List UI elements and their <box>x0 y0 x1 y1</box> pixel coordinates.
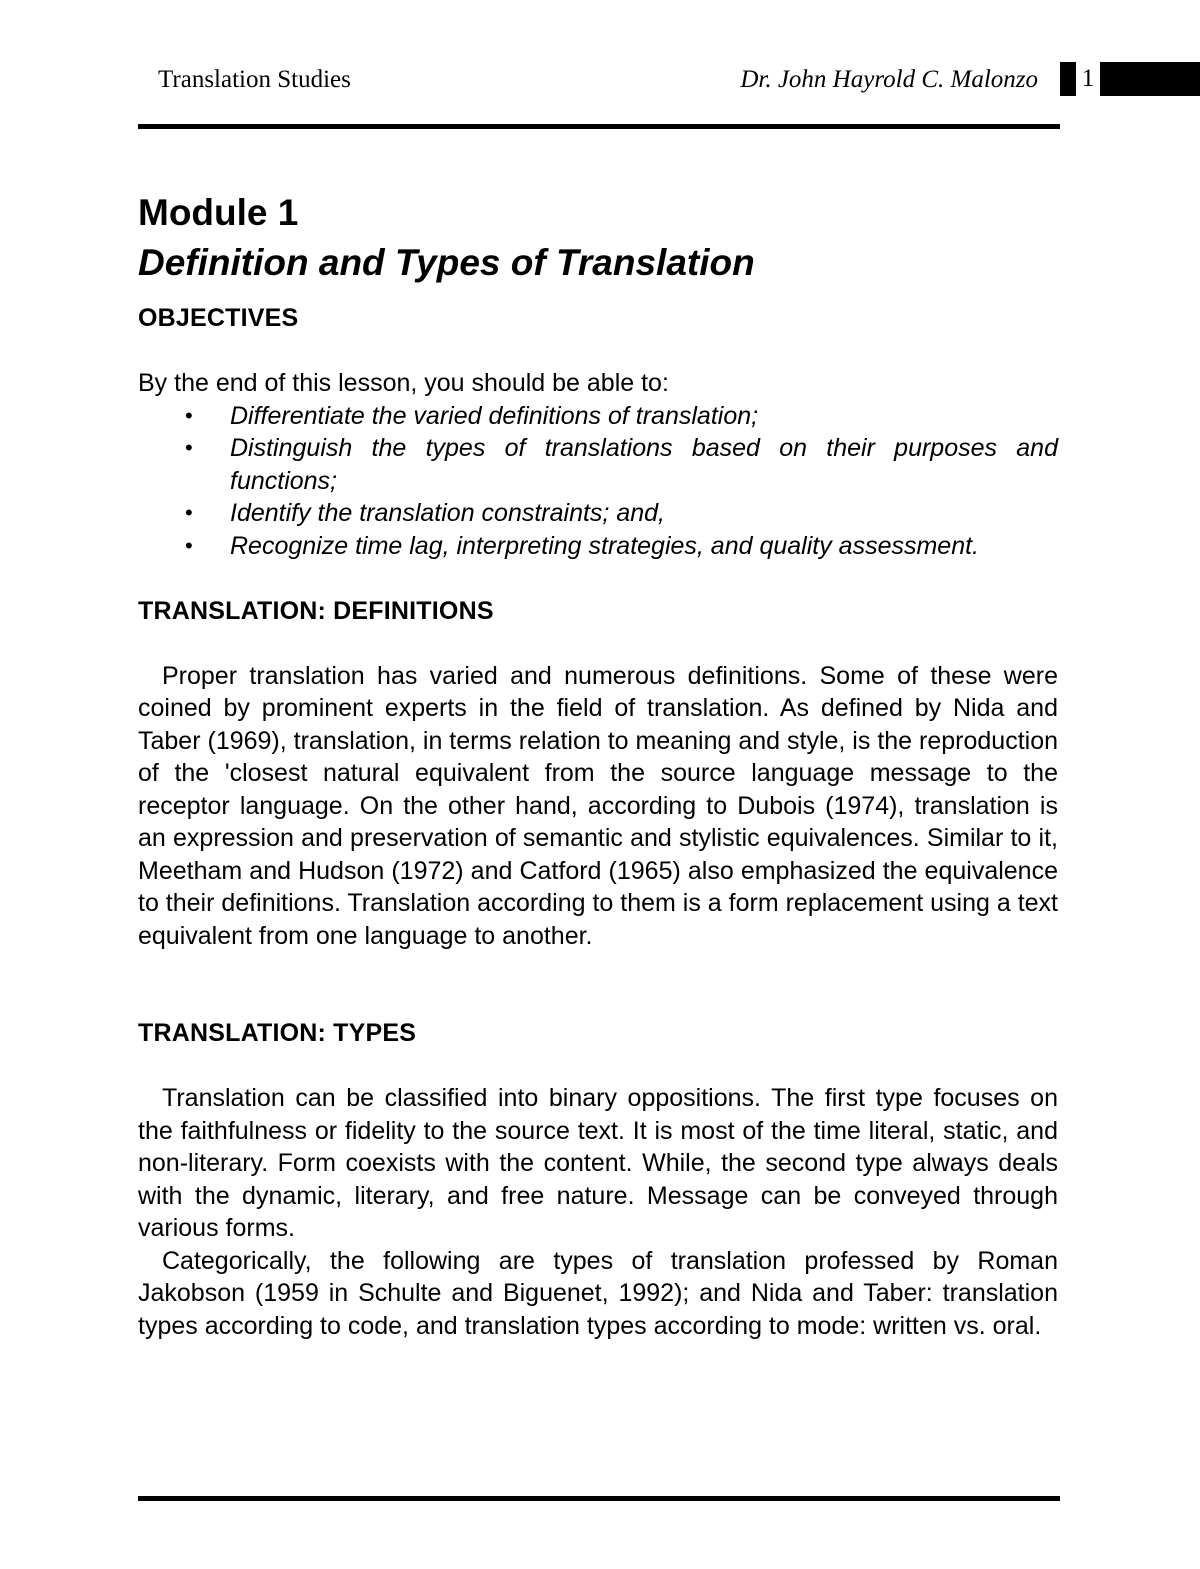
types-paragraph: Translation can be classified into binary oppositions. The first type focuses on the faithfulness or fidelity to the source text. It is most of the time literal, static, and non-literary. Form coexists with the content. While, the second type always deals with the dynamic, literary, and free nature. Message can be conveyed through various forms. <box>138 1084 1058 1242</box>
page-header <box>138 58 1060 102</box>
spacer <box>138 627 1058 660</box>
objective-text: Distinguish the types of translations based on their purposes and functions; <box>230 434 1058 495</box>
document-body <box>138 188 1058 1342</box>
bullet-icon: • <box>185 532 193 558</box>
list-item <box>185 497 1058 530</box>
objective-text: Differentiate the varied definitions of translation; <box>230 401 759 430</box>
footer-rule <box>138 1496 1060 1501</box>
header-rule <box>138 124 1060 129</box>
bullet-icon: • <box>185 500 193 525</box>
author-name: Dr. John Hayrold C. Malonzo <box>740 66 1038 93</box>
objective-text: Recognize time lag, interpreting strategies, and quality assessment. <box>230 531 979 560</box>
module-title: Module 1 <box>138 192 299 233</box>
list-item <box>185 400 1058 433</box>
spacer <box>138 335 1058 368</box>
list-item <box>185 432 1058 497</box>
objectives-list <box>138 400 1058 563</box>
objectives-intro: By the end of this lesson, you should be able to: <box>138 369 669 397</box>
bullet-icon: • <box>185 435 193 460</box>
page-number: 1 <box>1076 62 1100 96</box>
spacer <box>138 562 1058 595</box>
bullet-icon: • <box>185 402 193 428</box>
definitions-paragraph: Proper translation has varied and numerous definitions. Some of these were coined by prominent experts in the field of translation. As defined by Nida and Taber (1969), translation, in terms relation to meaning and style, is the reproduction of the 'closest natural equivalent from the source language message to the receptor language. On the other hand, according to Dubois (1974), translation is an expression and preservation of semantic and stylistic equivalences. Similar to it, Meetham and Hudson (1972) and Catford (1965) also emphasized the equivalence to their definitions. Translation according to them is a form replacement using a text equivalent from one language to another. <box>138 661 1058 950</box>
objective-text: Identify the translation constraints; and, <box>230 499 665 527</box>
types-heading: TRANSLATION: TYPES <box>138 1019 417 1047</box>
module-subtitle: Definition and Types of Translation <box>138 242 755 283</box>
spacer <box>138 985 1058 1018</box>
objectives-heading: OBJECTIVES <box>138 304 299 332</box>
spacer <box>138 1050 1058 1083</box>
course-title: Translation Studies <box>158 66 351 93</box>
definitions-heading: TRANSLATION: DEFINITIONS <box>138 596 494 625</box>
spacer <box>138 952 1058 985</box>
list-item <box>185 530 1058 563</box>
types-paragraph: Categorically, the following are types of translation professed by Roman Jakobson (1959 in Schulte and Biguenet, 1992); and Nida and Taber: translation types according to code, and translation types according to mode: written vs. oral. <box>138 1246 1058 1340</box>
